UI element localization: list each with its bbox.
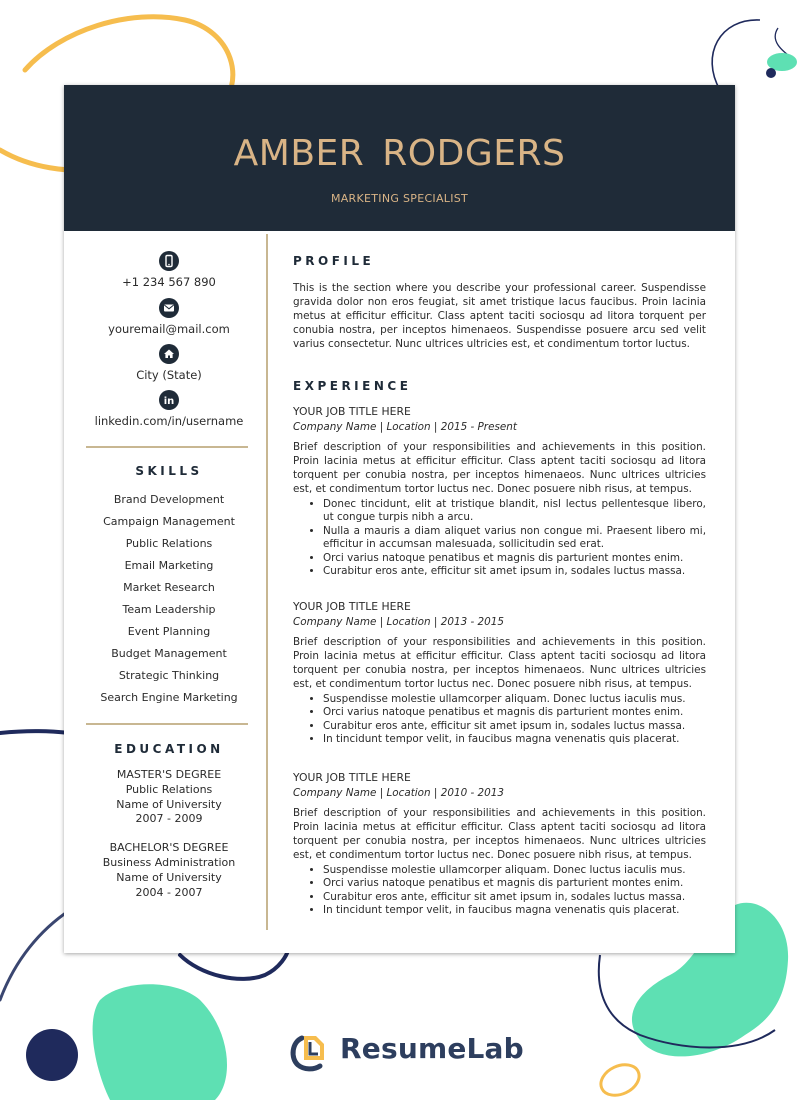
skill-item: Event Planning	[127, 625, 211, 638]
education-years: 2004 - 2007	[135, 885, 203, 899]
list-item: • Orci varius natoque penatibus et magnis dis parturient montes enim.	[323, 706, 706, 719]
job-meta: Company Name | Location | 2015 - Present	[293, 421, 517, 433]
resume-header	[64, 85, 735, 231]
education-school: Name of University	[116, 797, 222, 811]
resume-page	[64, 85, 735, 953]
skill-item: Strategic Thinking	[118, 669, 220, 682]
job-description: Brief description of your responsibilities and achievements in this position. Proin lacinia metus at efficitur efficitur. Class aptent taciti sociosqu ad litora torquent per conubia nostra, per inceptos himenaeos. Nunc ultrices ultricies est, et condimentum tortor luctus nec. Donec posuere nibh risus, at tempus.	[293, 636, 706, 690]
linkedin-icon	[159, 390, 179, 410]
education-school: Name of University	[116, 870, 222, 884]
left-divider-1	[86, 446, 248, 448]
job-bullets	[293, 498, 706, 578]
job-meta: Company Name | Location | 2013 - 2015	[293, 616, 504, 628]
list-item: • Suspendisse molestie ullamcorper aliquam. Donec luctus iaculis mus.	[323, 693, 706, 706]
contact-linkedin	[64, 390, 274, 428]
job-bullets	[293, 693, 706, 747]
skill-item: Public Relations	[125, 537, 213, 550]
list-item: • Donec tincidunt, elit at tristique blandit, nisl lectus pellentesque libero, ut congue turpis nibh a arcu.	[323, 498, 706, 525]
experience-title: EXPERIENCE	[293, 379, 412, 393]
job-description: Brief description of your responsibilities and achievements in this position. Proin lacinia metus at efficitur efficitur. Class aptent taciti sociosqu ad litora torquent per conubia nostra, per inceptos himenaeos. Nunc ultrices ultricies est, et condimentum tortor luctus nec. Donec posuere nibh risus, at tempus.	[293, 807, 706, 861]
job-title: YOUR JOB TITLE HERE	[293, 600, 411, 613]
job-bullets	[293, 864, 706, 918]
job-description: Brief description of your responsibilities and achievements in this position. Proin lacinia metus at efficitur efficitur. Class aptent taciti sociosqu ad litora torquent per conubia nostra, per inceptos himenaeos. Nunc ultrices ultricies est, et condimentum tortor luctus nec. Donec posuere nibh risus, at tempus.	[293, 441, 706, 495]
skill-item: Budget Management	[111, 647, 227, 660]
skills-list	[64, 492, 274, 712]
phone-icon	[159, 251, 179, 271]
list-item: • Orci varius natoque penatibus et magnis dis parturient montes enim.	[323, 552, 706, 565]
email-text: youremail@mail.com	[108, 322, 230, 336]
job-meta: Company Name | Location | 2010 - 2013	[293, 787, 504, 799]
education-degree: BACHELOR'S DEGREE	[109, 841, 229, 855]
education-field: Business Administration	[102, 855, 236, 869]
brand-text: ResumeLab	[340, 1032, 524, 1065]
skill-item: Team Leadership	[122, 603, 216, 616]
brand-logo	[288, 1030, 524, 1074]
left-divider-2	[86, 723, 248, 725]
skill-item: Campaign Management	[103, 515, 235, 528]
phone-text: +1 234 567 890	[122, 275, 216, 289]
contact-phone	[64, 251, 274, 289]
list-item: • Orci varius natoque penatibus et magnis dis parturient montes enim.	[323, 877, 706, 890]
skill-item: Email Marketing	[124, 559, 214, 572]
linkedin-text: linkedin.com/in/username	[94, 414, 244, 428]
list-item: • Suspendisse molestie ullamcorper aliquam. Donec luctus iaculis mus.	[323, 864, 706, 877]
job-title: YOUR JOB TITLE HERE	[293, 405, 411, 418]
home-icon	[159, 344, 179, 364]
contact-location	[64, 344, 274, 382]
contact-email	[64, 298, 274, 336]
job-title-heading: MARKETING SPECIALIST	[330, 192, 469, 205]
education-degree: MASTER'S DEGREE	[116, 768, 222, 781]
email-icon	[159, 298, 179, 318]
list-item: • In tincidunt tempor velit, in faucibus magna venenatis quis placerat.	[323, 904, 706, 917]
candidate-name: AMBER RODGERS	[233, 133, 566, 174]
skill-item: Search Engine Marketing	[100, 691, 238, 704]
education-years: 2007 - 2009	[135, 812, 203, 826]
resumelab-logo-icon	[288, 1030, 332, 1074]
location-text: City (State)	[136, 368, 202, 382]
skill-item: Brand Development	[113, 493, 225, 506]
list-item: • Curabitur eros ante, efficitur sit amet ipsum in, sodales luctus massa.	[323, 565, 706, 578]
education-title: EDUCATION	[114, 742, 224, 756]
job-title: YOUR JOB TITLE HERE	[293, 771, 411, 784]
list-item: • Curabitur eros ante, efficitur sit amet ipsum in, sodales luctus massa.	[323, 720, 706, 733]
skills-title: SKILLS	[135, 464, 203, 478]
list-item: • In tincidunt tempor velit, in faucibus magna venenatis quis placerat.	[323, 733, 706, 746]
education-list	[64, 768, 274, 900]
list-item: • Curabitur eros ante, efficitur sit amet ipsum in, sodales luctus massa.	[323, 891, 706, 904]
svg-text:in: in	[163, 396, 175, 407]
profile-title: PROFILE	[293, 254, 375, 268]
list-item: • Nulla a mauris a diam aliquet varius non congue mi. Praesent libero mi, efficitur in accumsan malesuada, sollicitudin sed erat.	[323, 525, 706, 552]
education-field: Public Relations	[125, 782, 213, 796]
skill-item: Market Research	[123, 581, 215, 594]
profile-text: This is the section where you describe your professional career. Suspendisse gravida dolor non eros feugiat, sit amet tristique lacus faucibus. Proin lacinia metus at efficitur efficitur. Class aptent taciti sociosqu ad litora torquent per conubia nostra, per inceptos himenaeos. Suspendisse posuere arcu sed velit varius consectetur. Nunc ultrices ultricies est, et condimentum tortor luctus.	[293, 282, 706, 350]
